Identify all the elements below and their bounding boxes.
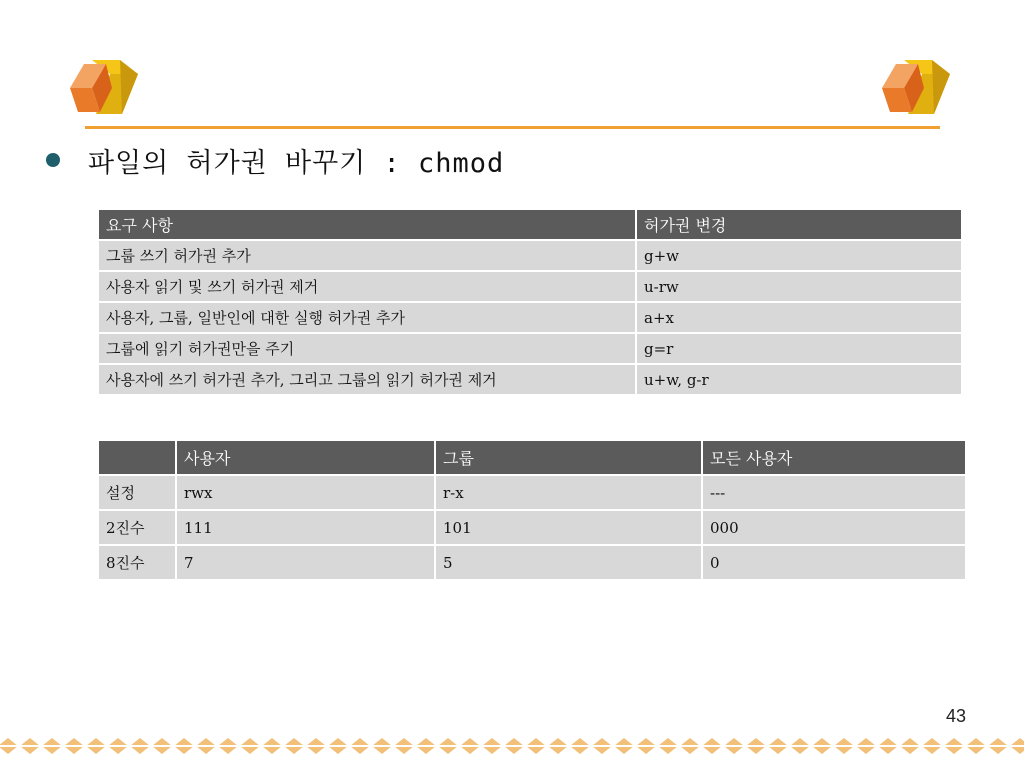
user-cell: 111 <box>177 511 434 544</box>
requirement-cell: 사용자, 그룹, 일반인에 대한 실행 허가권 추가 <box>99 303 635 332</box>
all-users-cell: 0 <box>703 546 965 579</box>
permission-change-cell: g=r <box>637 334 961 363</box>
table-header-row <box>99 441 965 474</box>
table-row <box>99 365 961 394</box>
table-row <box>99 546 965 579</box>
cube-logo-right <box>878 58 954 120</box>
table-row <box>99 511 965 544</box>
bullet-icon <box>46 153 60 167</box>
group-cell: r-x <box>436 476 701 509</box>
permission-table <box>97 439 967 581</box>
requirement-cell: 그룹에 읽기 허가권만을 주기 <box>99 334 635 363</box>
header-group: 그룹 <box>436 441 701 474</box>
table-header-row <box>99 210 961 239</box>
user-cell: rwx <box>177 476 434 509</box>
table-row <box>99 476 965 509</box>
diamond-border-icon <box>0 736 1024 756</box>
row-label-cell: 8진수 <box>99 546 175 579</box>
header-all-users: 모든 사용자 <box>703 441 965 474</box>
group-cell: 101 <box>436 511 701 544</box>
page-number: 43 <box>945 706 966 726</box>
cube-logo-icon <box>878 58 954 120</box>
title-row <box>46 138 504 182</box>
requirement-cell: 사용자에 쓰기 허가권 추가, 그리고 그룹의 읽기 허가권 제거 <box>99 365 635 394</box>
header-permission-change: 허가권 변경 <box>637 210 961 239</box>
decorative-border <box>0 736 1024 756</box>
cube-logo-left <box>66 58 142 120</box>
table-row <box>99 303 961 332</box>
requirement-cell: 사용자 읽기 및 쓰기 허가권 제거 <box>99 272 635 301</box>
title-underline <box>85 126 940 129</box>
group-cell: 5 <box>436 546 701 579</box>
header-requirement: 요구 사항 <box>99 210 635 239</box>
header-corner <box>99 441 175 474</box>
all-users-cell: --- <box>703 476 965 509</box>
table-row <box>99 272 961 301</box>
permission-change-cell: g+w <box>637 241 961 270</box>
row-label-cell: 2진수 <box>99 511 175 544</box>
header-user: 사용자 <box>177 441 434 474</box>
permission-change-cell: a+x <box>637 303 961 332</box>
user-cell: 7 <box>177 546 434 579</box>
permission-change-cell: u+w, g-r <box>637 365 961 394</box>
cube-logo-icon <box>66 58 142 120</box>
permission-change-cell: u-rw <box>637 272 961 301</box>
requirements-table <box>97 208 963 396</box>
slide-title: 파일의 허가권 바꾸기 : chmod <box>88 147 505 179</box>
table-row <box>99 334 961 363</box>
table-row <box>99 241 961 270</box>
row-label-cell: 설정 <box>99 476 175 509</box>
all-users-cell: 000 <box>703 511 965 544</box>
requirement-cell: 그룹 쓰기 허가권 추가 <box>99 241 635 270</box>
